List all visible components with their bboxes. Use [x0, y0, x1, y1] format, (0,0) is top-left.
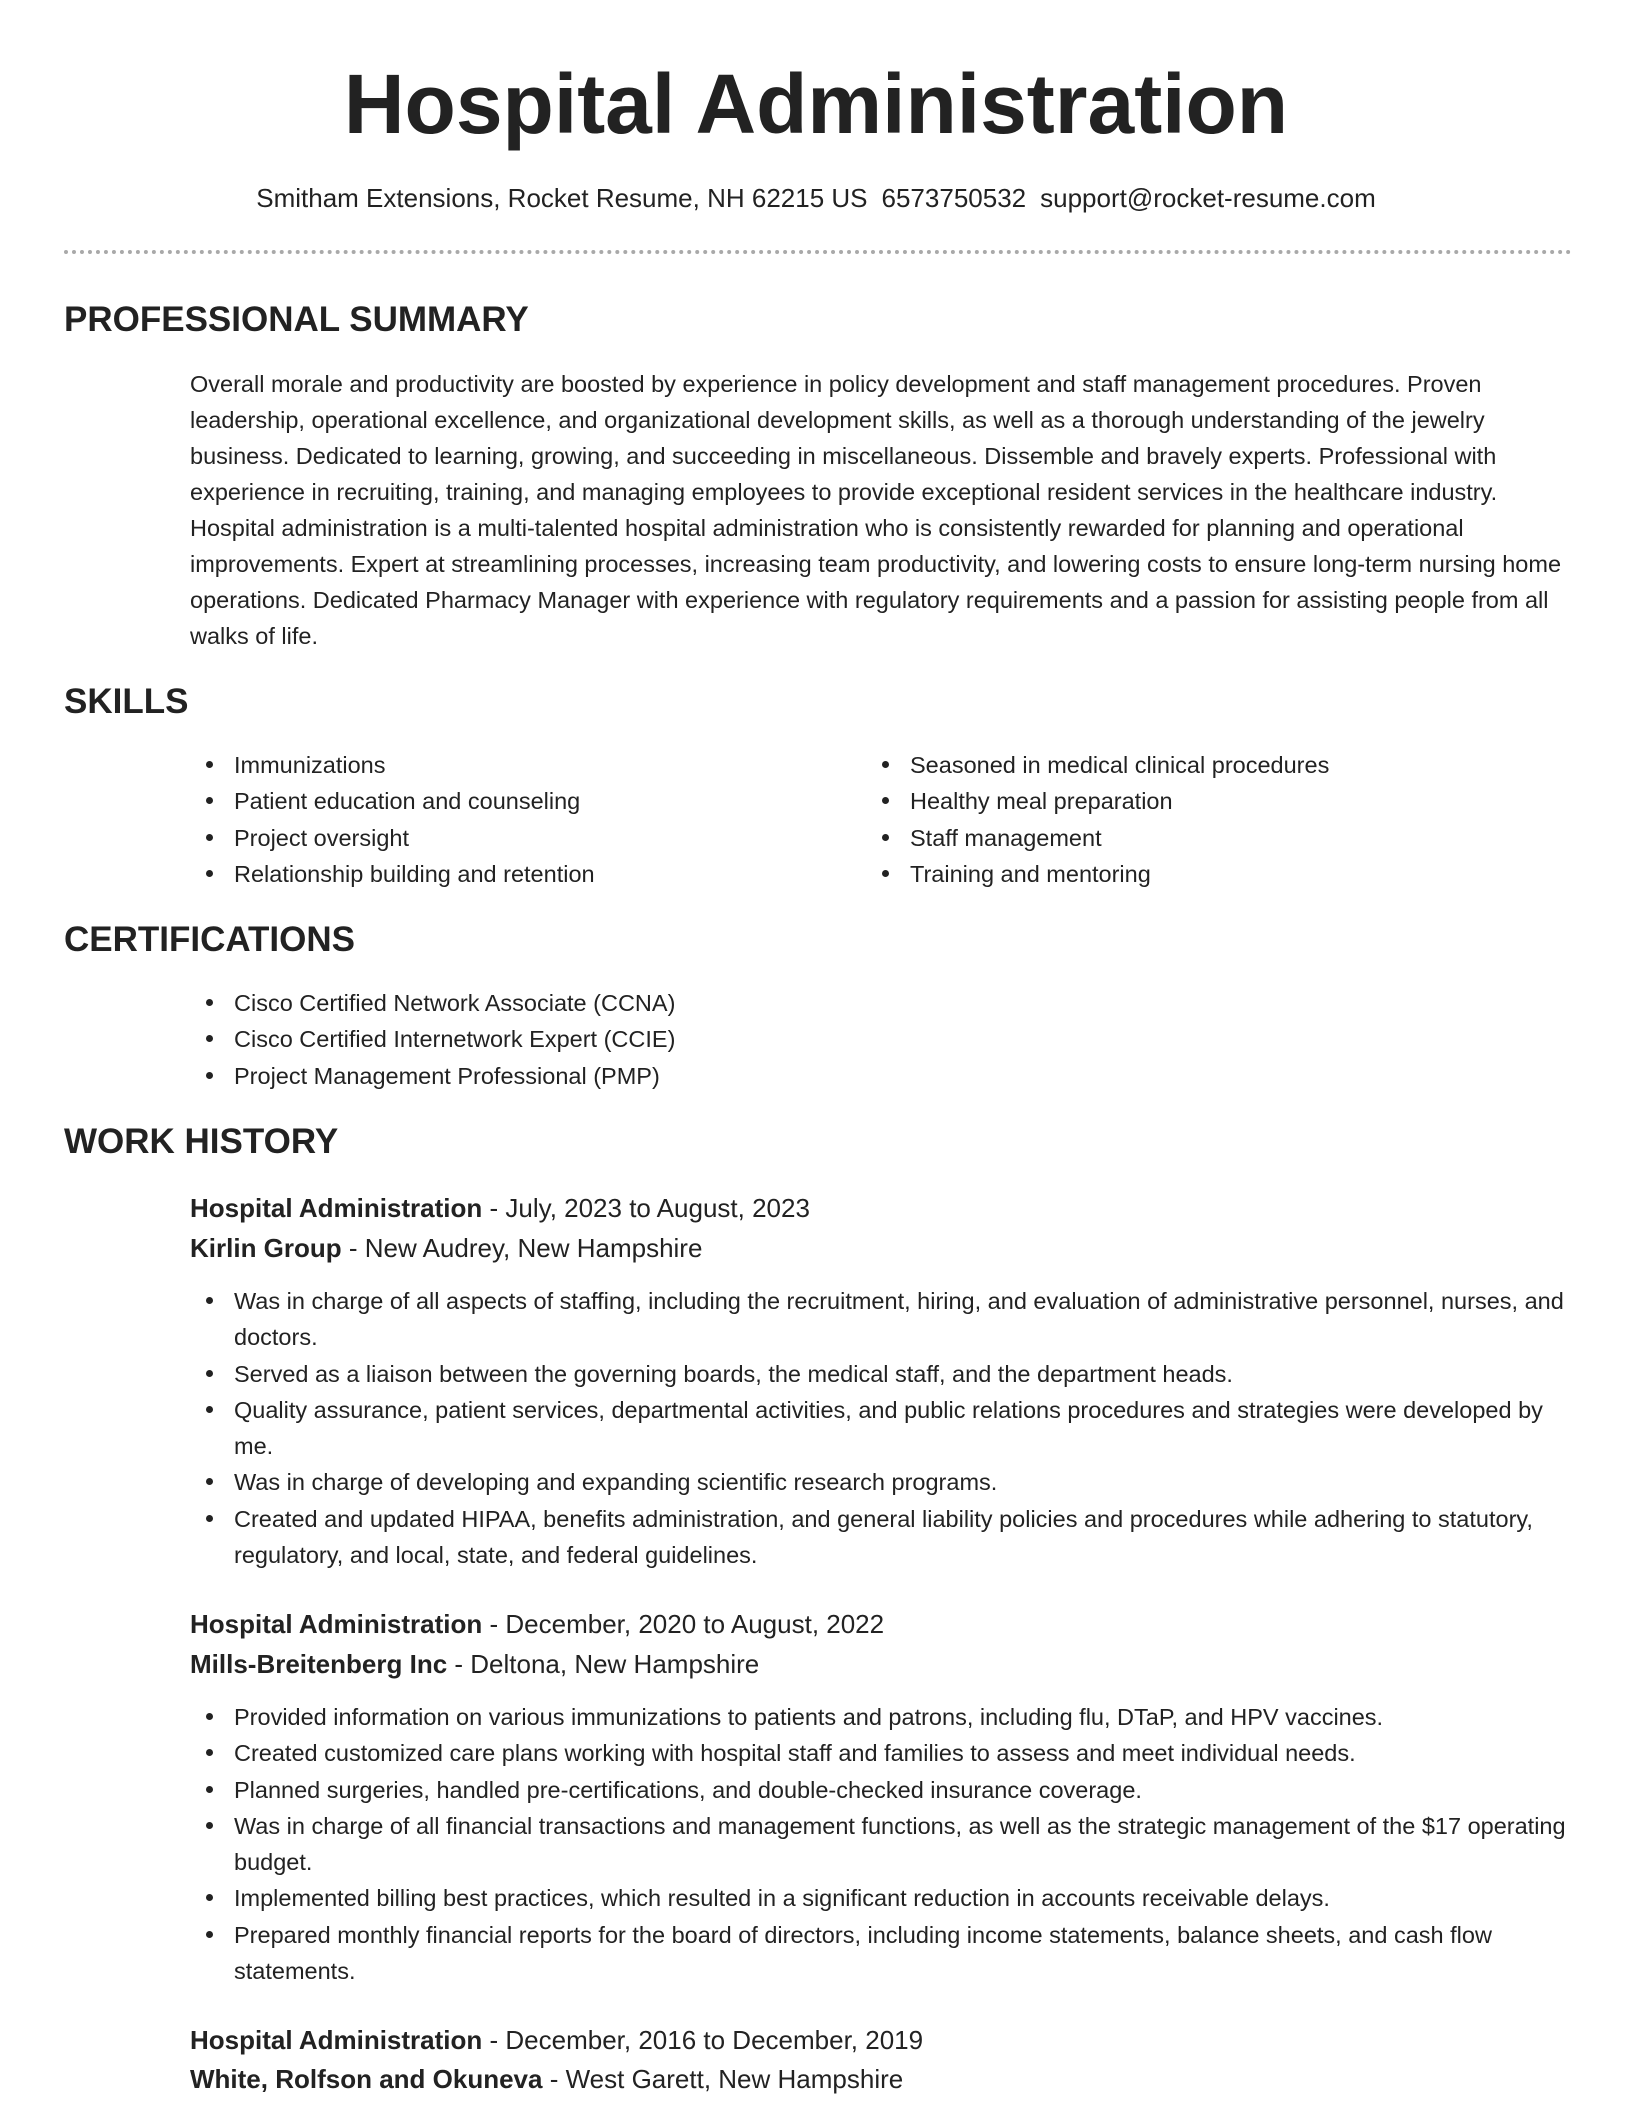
certifications-heading: CERTIFICATIONS [64, 920, 356, 959]
job-bullets [190, 1699, 1572, 1989]
skills-list-left [190, 747, 830, 892]
skill-item: Staff management [866, 820, 1566, 856]
job-bullets [190, 1283, 1572, 1573]
job-bullet: Was in charge of all aspects of staffing, including the recruitment, hiring, and evaluation of administrative personnel, nurses, and doctors. [190, 1283, 1572, 1356]
skill-item: Project oversight [190, 820, 830, 856]
job-bullet: Created and updated HIPAA, benefits administration, and general liability policies and procedures while adhering to statutory, regulatory, and local, state, and federal guidelines. [190, 1501, 1572, 1574]
job-company: Kirlin Group [190, 1233, 342, 1263]
job-location: - New Audrey, New Hampshire [341, 1233, 703, 1263]
job-bullet: Created customized care plans working with hospital staff and families to assess and meet individual needs. [190, 1735, 1572, 1771]
job-bullet: Was in charge of developing and expanding scientific research programs. [190, 1464, 1572, 1500]
job-company-line [190, 1646, 759, 1682]
skill-item: Relationship building and retention [190, 856, 830, 892]
certifications-list [190, 985, 1570, 1094]
contact-address: Smitham Extensions, Rocket Resume, NH 62215 US [256, 183, 868, 213]
job-title-line [190, 2022, 923, 2058]
job-dates: - December, 2016 to December, 2019 [482, 2025, 924, 2055]
job-title: Hospital Administration [190, 2025, 483, 2055]
skill-item: Seasoned in medical clinical procedures [866, 747, 1566, 783]
skill-item: Patient education and counseling [190, 783, 830, 819]
header-divider [64, 250, 1572, 254]
job-location: - West Garett, New Hampshire [542, 2064, 904, 2094]
skill-item: Immunizations [190, 747, 830, 783]
job-company: White, Rolfson and Okuneva [190, 2064, 543, 2094]
contact-email: support@rocket-resume.com [1040, 183, 1376, 213]
candidate-name: Hospital Administration [343, 57, 1289, 151]
skill-item: Healthy meal preparation [866, 783, 1566, 819]
summary-heading: PROFESSIONAL SUMMARY [64, 300, 529, 339]
certification-item: Project Management Professional (PMP) [190, 1058, 1570, 1094]
job-company: Mills-Breitenberg Inc [190, 1649, 448, 1679]
job-bullet: Implemented billing best practices, which resulted in a significant reduction in accounts receivable delays. [190, 1880, 1572, 1916]
job-bullet: Quality assurance, patient services, departmental activities, and public relations procedures and strategies were developed by me. [190, 1392, 1572, 1465]
job-dates: - December, 2020 to August, 2022 [482, 1609, 885, 1639]
job-title-line [190, 1190, 810, 1226]
job-title-line [190, 1606, 884, 1642]
skills-heading: SKILLS [64, 682, 189, 721]
summary-text: Overall morale and productivity are boosted by experience in policy development and staff management procedures. Proven leadership, operational excellence, and organizational development skills, as well as a thorough understanding of the jewelry business. Dedicated to learning, growing, and succeeding in miscellaneous. Dissemble and bravely experts. Professional with experience in recruiting, training, and managing employees to provide exceptional resident services in the healthcare industry. Hospital administration is a multi-talented hospital administration who is consistently rewarded for planning and operational improvements. Expert at streamlining processes, increasing team productivity, and lowering costs to ensure long-term nursing home operations. Dedicated Pharmacy Manager with experience with regulatory requirements and a passion for assisting people from all walks of life. [190, 371, 1562, 649]
job-company-line [190, 2061, 903, 2097]
skills-list-right [866, 747, 1566, 892]
job-bullet: Prepared monthly financial reports for the board of directors, including income statements, balance sheets, and cash flow statements. [190, 1917, 1572, 1990]
job-title: Hospital Administration [190, 1609, 483, 1639]
certification-item: Cisco Certified Network Associate (CCNA) [190, 985, 1570, 1021]
skill-item: Training and mentoring [866, 856, 1566, 892]
job-bullet: Was in charge of all financial transactions and management functions, as well as the strategic management of the $17 operating budget. [190, 1808, 1572, 1881]
certification-item: Cisco Certified Internetwork Expert (CCIE) [190, 1021, 1570, 1057]
job-dates: - July, 2023 to August, 2023 [482, 1193, 810, 1223]
job-location: - Deltona, New Hampshire [447, 1649, 760, 1679]
contact-phone: 6573750532 [881, 183, 1027, 213]
work-history-heading: WORK HISTORY [64, 1122, 339, 1161]
contact-line [0, 181, 1632, 215]
job-bullet: Provided information on various immunizations to patients and patrons, including flu, DTaP, and HPV vaccines. [190, 1699, 1572, 1735]
job-bullet: Planned surgeries, handled pre-certifications, and double-checked insurance coverage. [190, 1772, 1572, 1808]
job-title: Hospital Administration [190, 1193, 483, 1223]
job-company-line [190, 1230, 702, 1266]
job-bullet: Served as a liaison between the governing boards, the medical staff, and the department heads. [190, 1356, 1572, 1392]
